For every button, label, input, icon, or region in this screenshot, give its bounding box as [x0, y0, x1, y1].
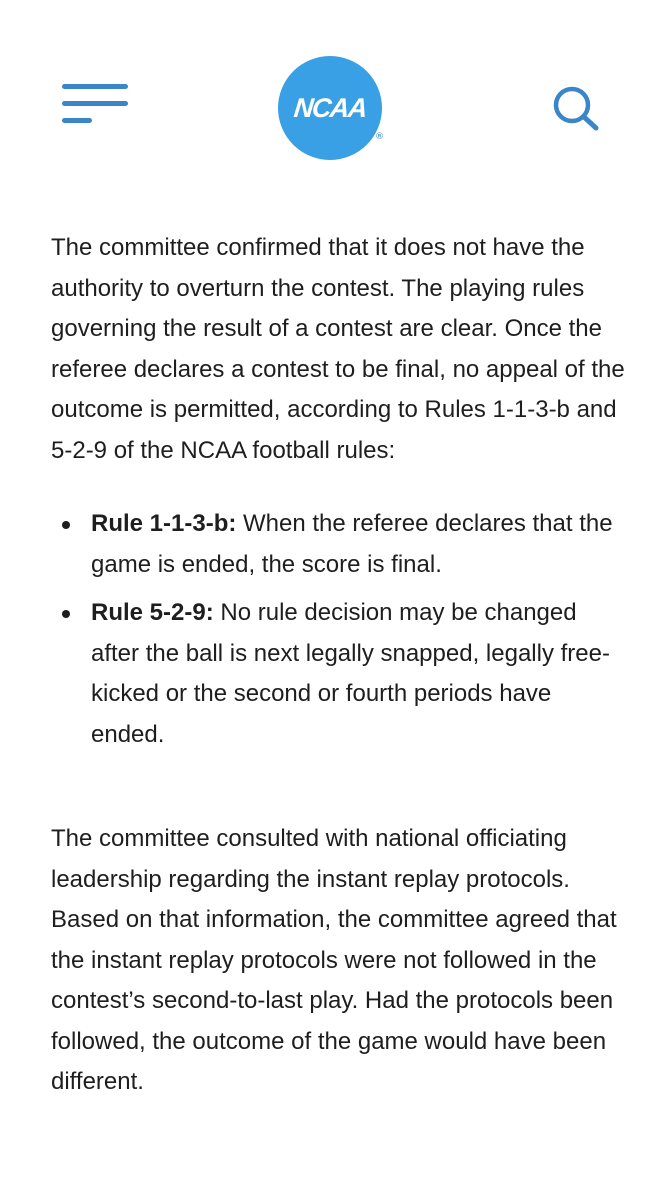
- menu-line-top: [62, 84, 128, 89]
- rule-text: No rule decision may be changed after the ball is next legally snapped, legally free-kicked or the second or fourth periods have ended.: [91, 599, 610, 748]
- article-paragraph: The committee consulted with national officiating leadership regarding the instant replay protocols. Based on that information, the committee agreed that the instant replay protocols were not followed in the contest’s second-to-last play. Had the protocols been followed, the outcome of the game would have been different.: [51, 825, 617, 1095]
- article-body: [51, 228, 626, 1103]
- rules-list: [51, 504, 626, 755]
- rule-label: Rule 1-1-3-b:: [91, 510, 244, 537]
- logo-text: NCAA: [292, 92, 368, 123]
- ncaa-logo[interactable]: [278, 56, 382, 160]
- logo-registered-mark: ®: [375, 132, 384, 142]
- rule-text: When the referee declares that the game is ended, the score is final.: [91, 510, 613, 578]
- search-icon[interactable]: [548, 84, 602, 132]
- site-header: [0, 0, 661, 190]
- list-item: [51, 504, 626, 585]
- article-paragraph: The committee confirmed that it does not have the authority to overturn the contest. The playing rules governing the result of a contest are clear. Once the referee declares a contest to be final, no appeal of the outcome is permitted, according to Rules 1-1-3-b and 5-2-9 of the NCAA football rules:: [51, 234, 625, 464]
- list-item: [51, 593, 626, 755]
- hamburger-menu-icon[interactable]: [62, 84, 130, 126]
- menu-line-bottom: [62, 118, 92, 123]
- rule-label: Rule 5-2-9:: [91, 599, 221, 626]
- menu-line-middle: [62, 101, 128, 106]
